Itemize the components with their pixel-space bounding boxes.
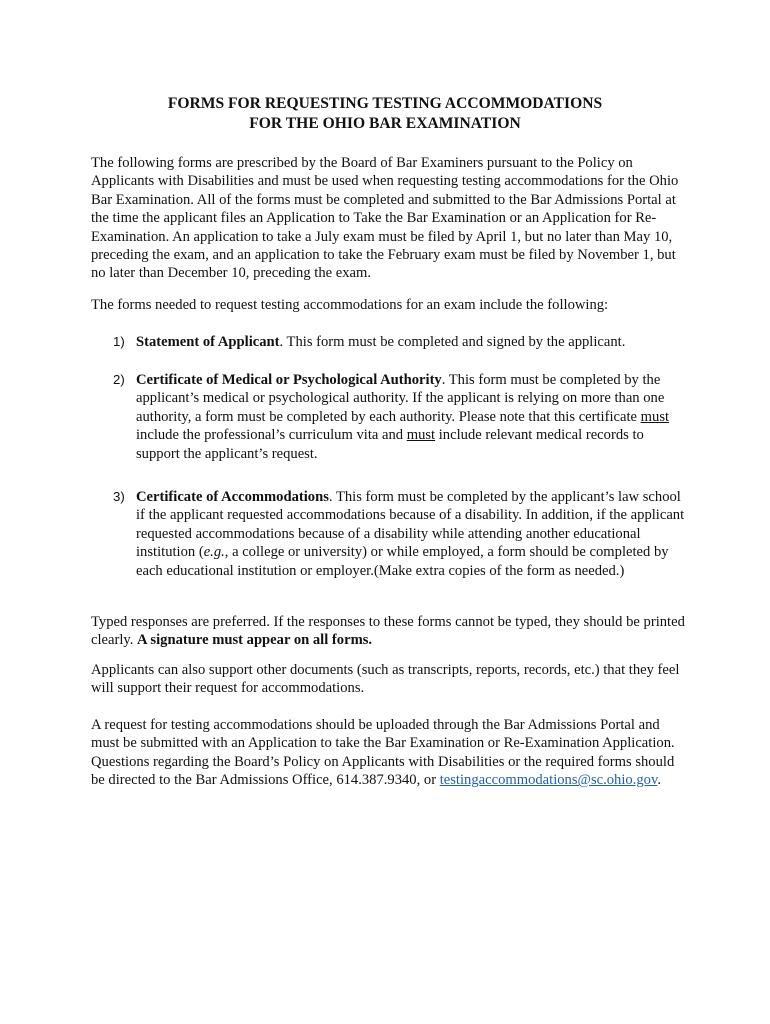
list-item <box>91 371 686 463</box>
form-description: . This form must be completed and signed by the applicant. <box>279 334 626 350</box>
list-item-body <box>136 488 686 580</box>
list-item-body <box>136 333 686 351</box>
closing-end: . <box>657 772 661 789</box>
signature-requirement: A signature must appear on all forms. <box>137 632 373 649</box>
emphasis-eg: e.g. <box>203 544 225 561</box>
list-item <box>91 333 686 351</box>
title-line-1: FORMS FOR REQUESTING TESTING ACCOMMODATIONS <box>167 95 603 112</box>
form-description: . This form must be completed by the applicant’s medical or psychological authority. If the applicant is relying on more than one authority, a form must be completed by each authority. Please note that this certificate <box>136 372 665 425</box>
form-description-cont: include the professional’s curriculum vita and <box>136 427 407 444</box>
form-description-end: , a college or university) or while employed, a form should be completed by each educational institution or employer.(Make extra copies of the form as needed.) <box>136 544 669 579</box>
typed-responses-paragraph <box>91 613 686 650</box>
closing-paragraph <box>91 716 686 790</box>
list-item-body <box>136 371 686 463</box>
intro-paragraph: The following forms are prescribed by the Board of Bar Examiners pursuant to the Policy on Applicants with Disabilities and must be used when requesting testing accommodations for the Ohio Bar Examination. All of the forms must be completed and submitted to the Bar Admissions Portal at the time the applicant files an Application to Take the Bar Examination or an Application for Re-Examination. An application to take a July exam must be filed by April 1, but no later than May 10, preceding the exam, and an application to take the February exam must be filed by November 1, but no later than December 10, preceding the exam. <box>91 155 679 282</box>
support-paragraph: Applicants can also support other documents (such as transcripts, reports, records, etc.) that they feel will support their request for accommodations. <box>91 662 680 697</box>
form-title: Certificate of Medical or Psychological Authority <box>136 372 442 388</box>
list-item-number: 1) <box>113 334 125 349</box>
typed-text: Typed responses are preferred. If the responses to these forms cannot be typed, they should be printed clearly. <box>91 614 685 649</box>
list-item-number: 3) <box>113 489 125 504</box>
title-line-2: FOR THE OHIO BAR EXAMINATION <box>249 115 521 132</box>
page-title <box>0 94 770 134</box>
forms-intro-paragraph: The forms needed to request testing accommodations for an exam include the following: <box>91 297 609 313</box>
closing-text: A request for testing accommodations should be uploaded through the Bar Admissions Portal and must be submitted with an Application to take the Bar Examination or Re-Examination Application. Questions regarding the Board’s Policy on Applicants with Disabilities or the required forms should be directed to the Bar Admissions Office, 614.387.9340, or <box>91 717 675 789</box>
form-title: Statement of Applicant <box>136 334 280 350</box>
emphasis-must: must <box>406 427 436 444</box>
email-link[interactable]: testingaccommodations@sc.ohio.gov <box>439 772 658 789</box>
form-description-end: include relevant medical records to support the applicant’s request. <box>136 427 644 462</box>
emphasis-must: must <box>640 408 670 425</box>
list-item <box>91 488 686 580</box>
form-description: . This form must be completed by the applicant’s law school if the applicant requested accommodations because of a disability. In addition, if the applicant requested accommodations because of a disability while attending another educational institution ( <box>136 489 685 561</box>
list-item-number: 2) <box>113 372 125 387</box>
form-title: Certificate of Accommodations <box>136 489 329 505</box>
